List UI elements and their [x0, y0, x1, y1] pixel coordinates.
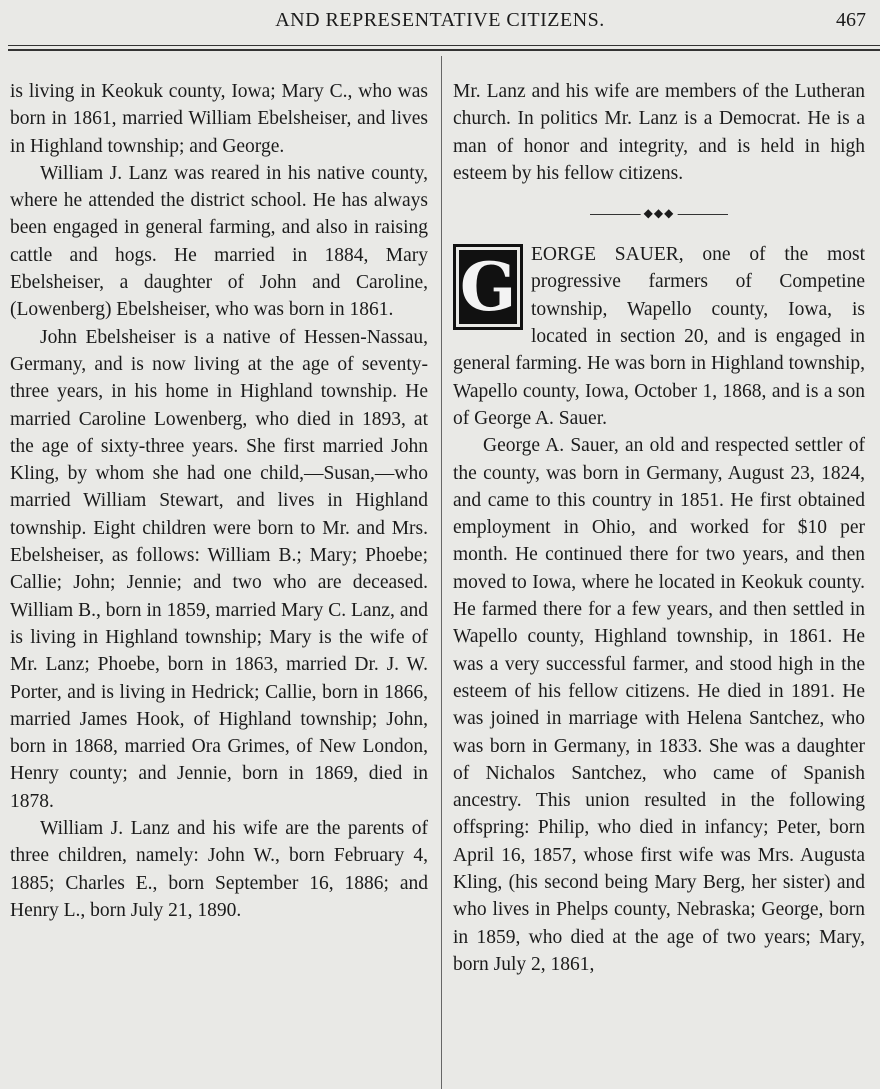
page-number: 467 — [836, 9, 866, 31]
running-header — [0, 0, 880, 40]
left-column — [10, 78, 428, 924]
right-column — [453, 78, 865, 978]
drop-cap-letter: G — [453, 244, 523, 330]
section-ornament — [590, 201, 728, 225]
paragraph: is living in Keokuk county, Iowa; Mary C., who was born in 1861, married William Ebelsheiser, and lives in Highland township; and George. — [10, 81, 428, 157]
header-rule-top — [8, 45, 880, 46]
header-title: AND REPRESENTATIVE CITIZENS. — [275, 9, 605, 31]
paragraph: William J. Lanz and his wife are the parents of three children, namely: John W., born February 4, 1885; Charles E., born September 16, 1886; and Henry L., born July 21, 1890. — [10, 818, 428, 921]
column-divider — [441, 56, 442, 1089]
paragraph: William J. Lanz was reared in his native county, where he attended the district school. He has always been engaged in general farming, and also in raising cattle and hogs. He married in 1884, Mary Ebelsheiser, a daughter of John and Caroline, (Lowenberg) Ebelsheiser, who was born in 1861. — [10, 162, 428, 321]
header-rule-bottom — [8, 49, 880, 51]
closing-paragraph: Mr. Lanz and his wife are members of the Lutheran church. In politics Mr. Lanz is a Democrat. He is a man of honor and integrity, and is held in high esteem by his fellow citizens. — [453, 81, 865, 184]
paragraph: John Ebelsheiser is a native of Hessen-Nassau, Germany, and is now living at the age of seventy-three years, in his home in Highland township. He married Caroline Lowenberg, who died in 1893, at the age of sixty-three years. She first married John Kling, by whom she had one child,—Susan,—who married William Stewart, and lives in Highland township. Eight children were born to Mr. and Mrs. Ebelsheiser, as follows: William B.; Mary; Phoebe; Callie; John; Jennie; and two who are deceased. William B., born in 1859, married Mary C. Lanz, and is living in Highland township; Mary is the wife of Mr. Lanz; Phoebe, born in 1863, married Dr. J. W. Porter, and is living in Hedrick; Callie, born in 1866, married James Hook, of Highland township; John, born in 1868, married Ora Grimes, of New London, Henry county; and Jennie, born in 1869, died in 1878. — [10, 326, 428, 812]
bio-opening-paragraph: EORGE SAUER, one of the most progressive farmers of Competine township, Wapello county, Iowa, is located in section 20, and is engaged in general farming. He was born in Highland township, Wapello county, Iowa, October 1, 1868, and is a son of George A. Sauer. — [453, 244, 865, 429]
diamond-ornament-icon: ◆◆◆ — [641, 204, 678, 222]
biography-george-sauer — [453, 241, 865, 978]
bio-paragraph: George A. Sauer, an old and respected settler of the county, was born in Germany, August 23, 1824, and came to this country in 1851. He first obtained employment in Ohio, and worked for $10 per month. He continued there for two years, and then moved to Iowa, where he located in Keokuk county. He farmed there for a few years, and then settled in Wapello county, Highland township, in 1861. He was a very successful farmer, and stood high in the esteem of his fellow citizens. He died in 1891. He was joined in marriage with Helena Santchez, who was born in Germany, in 1833. She was a daughter of Nichalos Santchez, who came of Spanish ancestry. This union resulted in the following offspring: Philip, who died in infancy; Peter, born April 16, 1857, whose first wife was Mrs. Augusta Kling, (his second being Mary Berg, her sister) and who lives in Phelps county, Nebraska; George, born in 1859, who died at the age of two years; Mary, born July 2, 1861, — [453, 435, 865, 975]
